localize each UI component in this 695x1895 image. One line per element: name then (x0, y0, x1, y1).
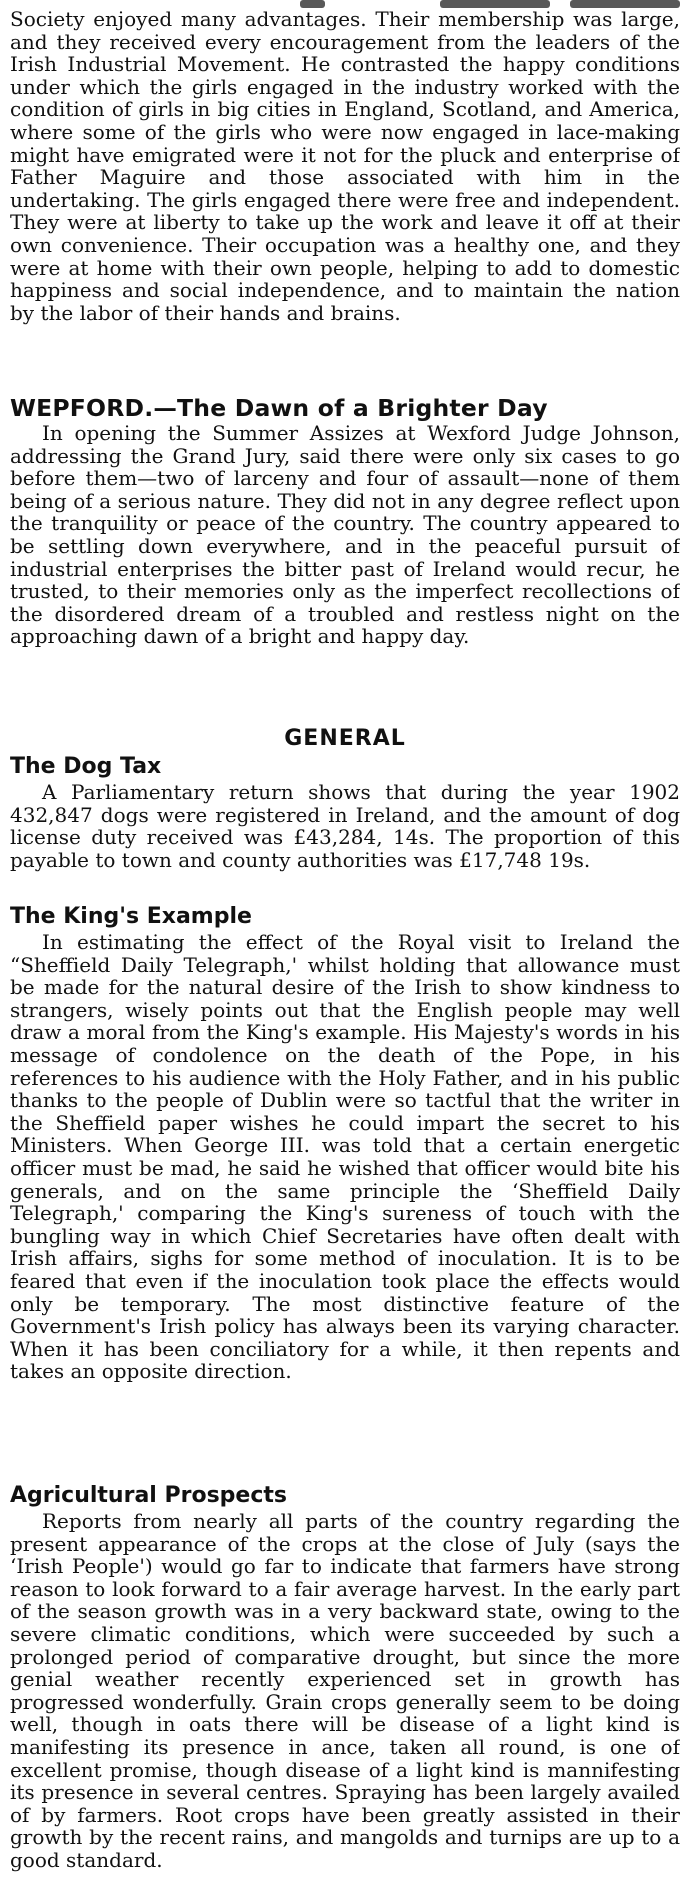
dog-tax-body: A Parliamentary return shows that during the year 1902 432,847 dogs were registered in Ireland, and the amount of dog license duty received was £43,284, 14s. The proportion of this payable to town and county authorities was £17,748 19s. (10, 781, 680, 872)
article-column (10, 8, 680, 1895)
wexford-body: In opening the Summer Assizes at Wexford Judge Johnson, addressing the Grand Jury, said there were only six cases to go before them—two of larceny and four of assault—none of them being of a serious nature. They did not in any degree reflect upon the tranquility or peace of the country. The country appeared to be settling down everywhere, and in the peaceful pursuit of industrial enterprises the bitter past of Ireland would recur, he trusted, to their memories only as the imperfect recollections of the disordered dream of a troubled and restless night on the approaching dawn of a bright and happy day. (10, 422, 680, 649)
print-smudge (440, 0, 550, 8)
general-heading: GENERAL (284, 726, 406, 751)
intro-paragraph: Society enjoyed many advantages. Their membership was large, and they received every encouragement from the leaders of the Irish Industrial Movement. He contrasted the happy conditions under which the girls engaged in the industry worked with the condition of girls in big cities in England, Scotland, and America, where some of the girls who were now engaged in lace-making might have emigrated were it not for the pluck and enterprise of Father Maguire and those associated with him in the undertaking. The girls engaged there were free and independent. They were at liberty to take up the work and leave it off at their own convenience. Their occupation was a healthy one, and they were at home with their own people, helping to add to domestic happiness and social independence, and to maintain the nation by the labor of their hands and brains. (10, 8, 680, 325)
dog-tax-heading: The Dog Tax (10, 754, 162, 779)
wexford-heading: WEPFORD.—The Dawn of a Brighter Day (10, 394, 548, 422)
agricultural-body: Reports from nearly all parts of the country regarding the present appearance of the crops at the close of July (says the ‘Irish People') would go far to indicate that farmers have strong reason to look forward to a fair average harvest. In the early part of the season growth was in a very backward state, owing to the severe climatic conditions, which were succeeded by such a prolonged period of comparative drought, but since the more genial weather recently experienced set in growth has progressed wonderfully. Grain crops generally seem to be doing well, though in oats there will be disease of a light kind is manifesting its presence in ance, taken all round, is one of excellent promise, though disease of a light kind is mannifesting its presence in several centres. Spraying has been largely availed of by farmers. Root crops have been greatly assisted in their growth by the recent rains, and mangolds and turnips are up to a good standard. (10, 1510, 680, 1872)
agricultural-heading: Agricultural Prospects (10, 1483, 287, 1508)
kings-example-body: In estimating the effect of the Royal visit to Ireland the “Sheffield Daily Telegraph,' whilst holding that allowance must be made for the natural desire of the Irish to show kindness to strangers, wisely points out that the English people may well draw a moral from the King's example. His Majesty's words in his message of condolence on the death of the Pope, in his references to his audience with the Holy Father, and in his public thanks to the people of Dublin were so tactful that the writer in the Sheffield paper wishes he could impart the secret to his Ministers. When George III. was told that a certain energetic officer must be mad, he said he wished that officer would bite his generals, and on the same principle the ‘Sheffield Daily Telegraph,' comparing the King's sureness of touch with the bungling way in which Chief Secretaries have often dealt with Irish affairs, sighs for some method of inoculation. It is to be feared that even if the inoculation took place the effects would only be temporary. The most distinctive feature of the Government's Irish policy has always been its varying character. When it has been conciliatory for a while, it then repents and takes an opposite direction. (10, 931, 680, 1384)
kings-example-heading: The King's Example (10, 904, 252, 929)
print-smudge (570, 0, 680, 8)
print-smudge (300, 0, 325, 8)
